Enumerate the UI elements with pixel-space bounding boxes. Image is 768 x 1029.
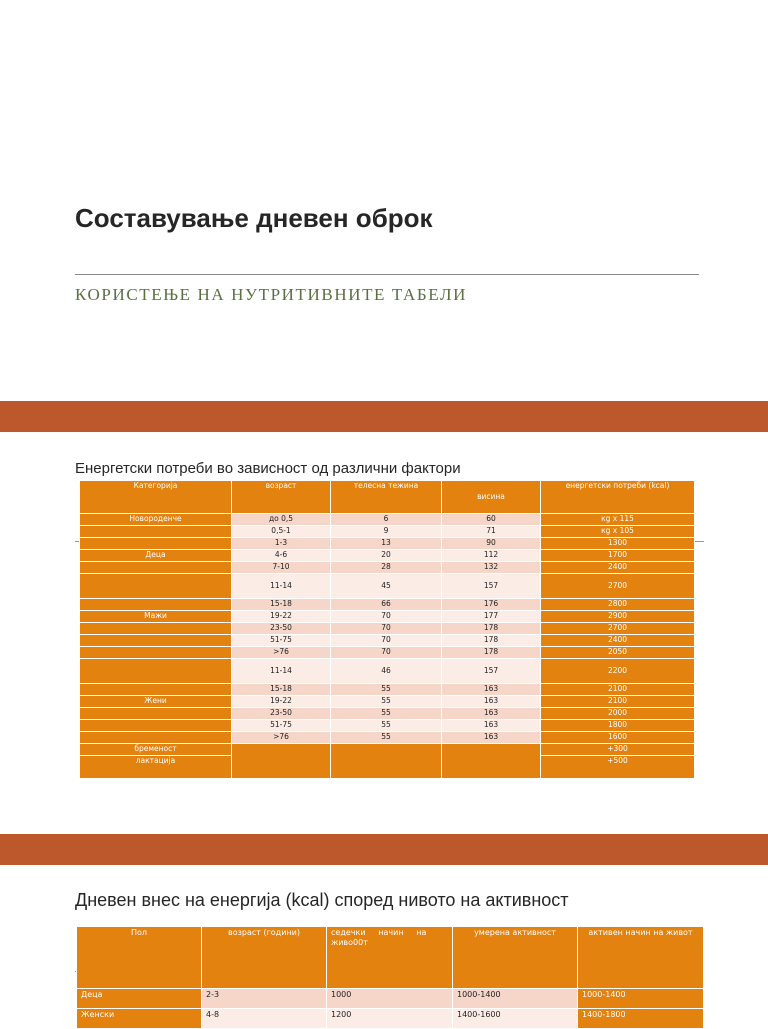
energy-cell: 2200: [541, 659, 695, 684]
section-band-bottom: [0, 834, 768, 865]
active-cell: 1400-1800: [578, 1009, 704, 1029]
category-cell: [80, 708, 232, 720]
table-row: [80, 562, 695, 574]
age-cell: 1-3: [232, 538, 331, 550]
energy-cell: +300: [541, 744, 695, 756]
weight-cell: 70: [331, 635, 442, 647]
height-cell: 71: [442, 526, 541, 538]
energy-cell: 2100: [541, 696, 695, 708]
height-cell: 163: [442, 684, 541, 696]
table-row: [80, 696, 695, 708]
height-cell: 90: [442, 538, 541, 550]
weight-cell: 13: [331, 538, 442, 550]
table-row: [80, 538, 695, 550]
height-cell: 60: [442, 514, 541, 526]
table-row: [80, 526, 695, 538]
sex-cell: Деца: [77, 989, 202, 1009]
header-category: Категорија: [80, 481, 232, 514]
table-header-row: [80, 481, 695, 514]
weight-cell: 70: [331, 647, 442, 659]
category-cell: [80, 526, 232, 538]
title-divider: [75, 274, 699, 275]
empty-merged-cell: [331, 744, 442, 779]
category-cell: Жени: [80, 696, 232, 708]
height-cell: 163: [442, 708, 541, 720]
age-cell: 23-50: [232, 623, 331, 635]
page-title: Составување дневен оброк: [75, 203, 433, 233]
weight-cell: 45: [331, 574, 442, 599]
table-row: [80, 574, 695, 599]
age-cell: 51-75: [232, 635, 331, 647]
height-cell: 163: [442, 720, 541, 732]
energy-cell: 2800: [541, 599, 695, 611]
energy-cell: 1300: [541, 538, 695, 550]
weight-cell: 20: [331, 550, 442, 562]
weight-cell: 6: [331, 514, 442, 526]
weight-cell: 55: [331, 720, 442, 732]
weight-cell: 46: [331, 659, 442, 684]
weight-cell: 55: [331, 696, 442, 708]
weight-cell: 28: [331, 562, 442, 574]
table-row: [80, 635, 695, 647]
category-cell: Деца: [80, 550, 232, 562]
energy-cell: 2900: [541, 611, 695, 623]
sex-cell: Женски: [77, 1009, 202, 1029]
header-weight: телесна тежина: [331, 481, 442, 514]
category-cell: [80, 720, 232, 732]
height-cell: 157: [442, 574, 541, 599]
category-cell: [80, 599, 232, 611]
table-row: [80, 732, 695, 744]
height-cell: 163: [442, 696, 541, 708]
table-row: [80, 744, 695, 756]
header-energy: енергетски потреби (kcal): [541, 481, 695, 514]
table-row: [80, 659, 695, 684]
category-cell: [80, 635, 232, 647]
table-row: [77, 1009, 704, 1029]
height-cell: 178: [442, 647, 541, 659]
header-sex: Пол: [77, 927, 202, 989]
weight-cell: 9: [331, 526, 442, 538]
age-cell: 4-6: [232, 550, 331, 562]
age-cell: до 0,5: [232, 514, 331, 526]
table-row: [80, 708, 695, 720]
table-row: [80, 684, 695, 696]
age-cell: 7-10: [232, 562, 331, 574]
energy-cell: +500: [541, 756, 695, 779]
weight-cell: 55: [331, 732, 442, 744]
age-cell: 51-75: [232, 720, 331, 732]
energy-cell: 2400: [541, 562, 695, 574]
height-cell: 112: [442, 550, 541, 562]
height-cell: 178: [442, 635, 541, 647]
age-cell: 19-22: [232, 611, 331, 623]
height-cell: 132: [442, 562, 541, 574]
height-cell: 163: [442, 732, 541, 744]
category-cell: [80, 538, 232, 550]
weight-cell: 55: [331, 708, 442, 720]
age-cell: >76: [232, 732, 331, 744]
age-cell: 0,5-1: [232, 526, 331, 538]
empty-merged-cell: [232, 744, 331, 779]
header-age: возраст: [232, 481, 331, 514]
age-cell: 11-14: [232, 574, 331, 599]
category-cell: [80, 574, 232, 599]
age-cell: 11-14: [232, 659, 331, 684]
active-cell: 1000-1400: [578, 989, 704, 1009]
weight-cell: 66: [331, 599, 442, 611]
section-band-top: [0, 401, 768, 432]
empty-merged-cell: [442, 744, 541, 779]
energy-cell: 1800: [541, 720, 695, 732]
energy-cell: 1700: [541, 550, 695, 562]
daily-intake-table: [76, 926, 704, 1029]
energy-cell: кg x 105: [541, 526, 695, 538]
age-cell: 2-3: [202, 989, 327, 1009]
age-cell: 15-18: [232, 599, 331, 611]
age-cell: 15-18: [232, 684, 331, 696]
weight-cell: 70: [331, 611, 442, 623]
height-cell: 178: [442, 623, 541, 635]
weight-cell: 55: [331, 684, 442, 696]
age-cell: 4-8: [202, 1009, 327, 1029]
energy-cell: 2100: [541, 684, 695, 696]
table-row: [80, 611, 695, 623]
header-height: висина: [442, 481, 541, 514]
table-row: [80, 720, 695, 732]
energy-cell: 2050: [541, 647, 695, 659]
category-cell: бременост: [80, 744, 232, 756]
energy-cell: кg x 115: [541, 514, 695, 526]
energy-cell: 1600: [541, 732, 695, 744]
age-cell: 23-50: [232, 708, 331, 720]
page-subtitle: КОРИСТЕЊЕ НА НУТРИТИВНИТЕ ТАБЕЛИ: [75, 285, 468, 304]
height-cell: 177: [442, 611, 541, 623]
energy-cell: 2400: [541, 635, 695, 647]
category-cell: [80, 647, 232, 659]
height-cell: 176: [442, 599, 541, 611]
age-cell: >76: [232, 647, 331, 659]
table-header-row: [77, 927, 704, 989]
header-sedentary: седечки начин на живо00т: [327, 927, 453, 989]
moderate-cell: 1000-1400: [453, 989, 578, 1009]
height-cell: 157: [442, 659, 541, 684]
right-divider-stub: [694, 541, 704, 542]
category-cell: Мажи: [80, 611, 232, 623]
weight-cell: 70: [331, 623, 442, 635]
daily-intake-heading: Дневен внес на енергија (kcal) според нивото на активност: [75, 890, 569, 910]
category-cell: лактација: [80, 756, 232, 779]
table-row: [80, 623, 695, 635]
category-cell: [80, 623, 232, 635]
category-cell: [80, 562, 232, 574]
table-row: [77, 989, 704, 1009]
sedentary-cell: 1000: [327, 989, 453, 1009]
table-row: [80, 599, 695, 611]
energy-needs-heading: Енергетски потреби во зависност од различни фактори: [75, 460, 461, 477]
header-age-years: возраст (години): [202, 927, 327, 989]
category-cell: [80, 732, 232, 744]
table-row: [80, 647, 695, 659]
age-cell: 19-22: [232, 696, 331, 708]
table-row: [80, 550, 695, 562]
sedentary-cell: 1200: [327, 1009, 453, 1029]
category-cell: Новороденче: [80, 514, 232, 526]
category-cell: [80, 659, 232, 684]
moderate-cell: 1400-1600: [453, 1009, 578, 1029]
energy-cell: 2700: [541, 574, 695, 599]
table-row: [80, 514, 695, 526]
header-moderate: умерена активност: [453, 927, 578, 989]
energy-cell: 2700: [541, 623, 695, 635]
header-active: активен начин на живот: [578, 927, 704, 989]
energy-cell: 2000: [541, 708, 695, 720]
category-cell: [80, 684, 232, 696]
energy-needs-table: [79, 480, 695, 779]
